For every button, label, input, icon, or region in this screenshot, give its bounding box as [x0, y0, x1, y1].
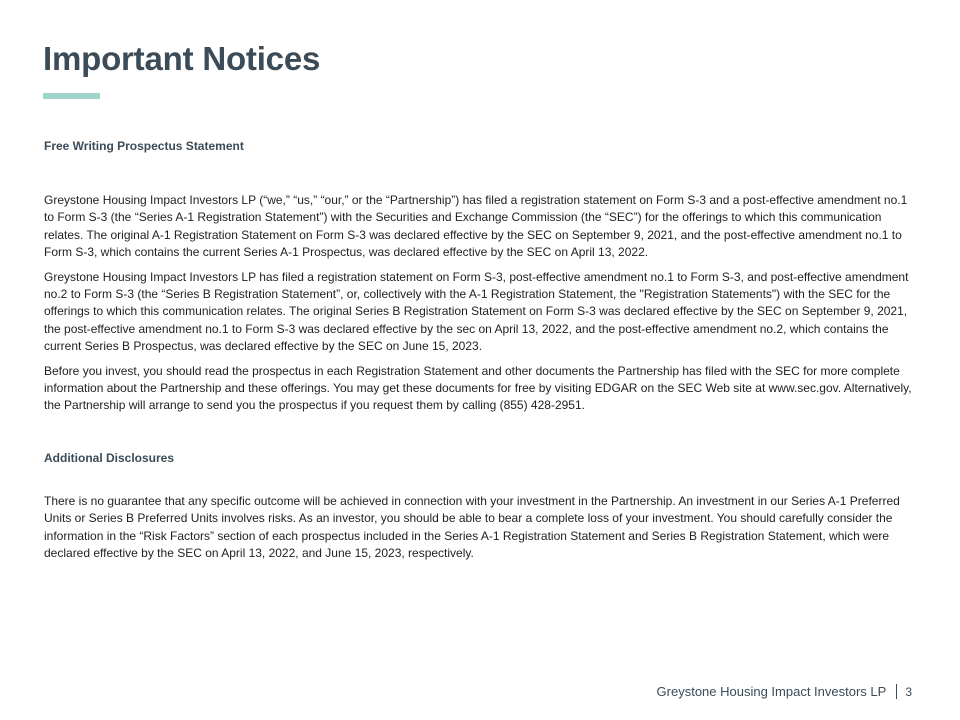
free-writing-prospectus-body	[44, 192, 916, 422]
page-number: 3	[905, 684, 912, 699]
title-accent-bar	[43, 93, 100, 99]
footer-company-name: Greystone Housing Impact Investors LP	[656, 684, 887, 699]
section-heading-free-writing-prospectus: Free Writing Prospectus Statement	[44, 139, 244, 153]
page-footer	[657, 684, 912, 699]
footer-divider	[896, 684, 897, 699]
paragraph: Greystone Housing Impact Investors LP (“we,” “us,” “our,” or the “Partnership”) has filed a registration statement on Form S-3 and a post-effective amendment no.1 to Form S-3 (the “Series A-1 Registration Statement”) with the Securities and Exchange Commission (the “SEC”) for the offerings to which this communication relates. The original A-1 Registration Statement on Form S-3 was declared effective by the SEC on September 9, 2021, and the post-effective amendment no.1 to Form S-3, which contains the current Series A-1 Prospectus, was declared effective by the SEC on April 13, 2022.	[44, 193, 908, 260]
page-title: Important Notices	[43, 40, 321, 77]
paragraph: Greystone Housing Impact Investors LP has filed a registration statement on Form S-3, post-effective amendment no.1 to Form S-3, and post-effective amendment no.2 to Form S-3 (the “Series B Registration Statement”, or, collectively with the A-1 Registration Statement, the "Registration Statements") with the SEC for the offerings to which this communication relates. The original Series B Registration Statement on Form S-3 was declared effective by the SEC on September 9, 2021, the post-effective amendment no.1 to Form S-3 was declared effective by the sec on April 13, 2022, and the post-effective amendment no.2, which contains the current Series B Prospectus, was declared effective by the SEC on June 15, 2023.	[44, 269, 909, 354]
additional-disclosures-body	[44, 493, 916, 570]
paragraph: There is no guarantee that any specific outcome will be achieved in connection with your investment in the Partnership. An investment in our Series A-1 Preferred Units or Series B Preferred Units involves risks. As an investor, you should be able to bear a complete loss of your investment. You should carefully consider the information in the “Risk Factors” section of each prospectus included in the Series A-1 Registration Statement and Series B Registration Statement, which were declared effective by the SEC on April 13, 2022, and June 15, 2023, respectively.	[44, 494, 900, 561]
section-heading-additional-disclosures: Additional Disclosures	[44, 451, 175, 465]
paragraph: Before you invest, you should read the prospectus in each Registration Statement and other documents the Partnership has filed with the SEC for more complete information about the Partnership and these offerings. You may get these documents for free by visiting EDGAR on the SEC Web site at www.sec.gov. Alternatively, the Partnership will arrange to send you the prospectus if you request them by calling (855) 428-2951.	[44, 363, 912, 413]
